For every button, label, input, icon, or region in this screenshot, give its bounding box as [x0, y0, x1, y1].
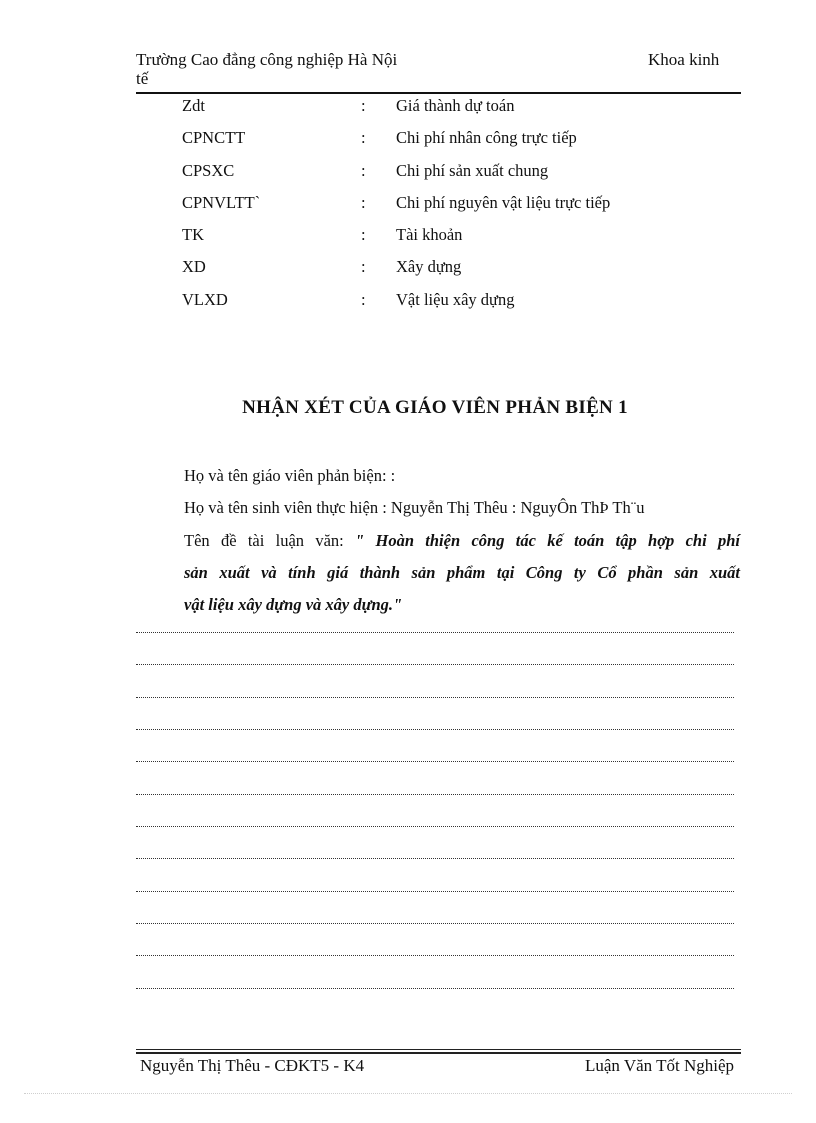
footer-divider-thick [136, 1052, 741, 1054]
thesis-title-line-2: sản xuất và tính giá thành sản phẩm tại Công ty Cổ phần sản xuất [184, 562, 740, 582]
abbreviation-definition: Giá thành dự toán [396, 96, 515, 115]
abbreviation-row [182, 193, 702, 225]
abbreviation-definition: Chi phí nhân công trực tiếp [396, 128, 577, 148]
abbreviation-term: CPSXC [182, 160, 235, 180]
header-faculty: Khoa kinh [648, 50, 720, 69]
thesis-title-line-3: vật liệu xây dựng và xây dựng." [184, 595, 403, 615]
comment-line [136, 923, 734, 955]
comment-line [136, 858, 734, 890]
abbreviation-row [182, 96, 702, 128]
abbreviation-term: TK [182, 225, 204, 245]
abbreviation-separator: : [361, 160, 366, 180]
abbreviation-row [182, 161, 702, 193]
abbreviation-definition: Chi phí nguyên vật liệu trực tiếp [396, 192, 611, 212]
header-school-name [136, 50, 456, 88]
abbreviation-separator: : [361, 192, 366, 212]
comment-line [136, 632, 734, 664]
abbreviation-row [182, 225, 702, 257]
abbreviation-term: CPNCTT [182, 128, 246, 148]
reviewer-name-line: Họ và tên giáo viên phản biện: : [184, 466, 396, 485]
header-school-line2: tế [136, 69, 149, 88]
comment-area [136, 632, 734, 1020]
footer-author: Nguyễn Thị Thêu - CĐKT5 - K4 [140, 1056, 365, 1075]
comment-line [136, 826, 734, 858]
abbreviation-term: VLXD [182, 289, 228, 309]
abbreviation-definition: Xây dựng [396, 257, 462, 277]
comment-line [136, 988, 734, 1020]
section-title: NHẬN XÉT CỦA GIÁO VIÊN PHẢN BIỆN 1 [242, 397, 628, 418]
abbreviation-separator: : [361, 257, 366, 277]
abbreviation-separator: : [361, 96, 366, 115]
abbreviation-term: CPNVLTT` [182, 192, 261, 212]
abbreviation-row [182, 128, 702, 160]
header-school-line1: Trường Cao đẳng công nghiệp Hà Nội [136, 50, 398, 69]
abbreviation-row [182, 257, 702, 289]
page-boundary [24, 1093, 792, 1094]
abbreviation-row [182, 290, 702, 322]
comment-line [136, 729, 734, 761]
thesis-title-part-1: " Hoàn thiện công tác kế toán tập hợp chi phí [355, 530, 740, 550]
abbreviation-list [182, 96, 702, 322]
comment-line [136, 697, 734, 729]
comment-line [136, 891, 734, 923]
comment-line [136, 794, 734, 826]
abbreviation-separator: : [361, 128, 366, 148]
footer-divider-thin [136, 1049, 741, 1050]
comment-line [136, 664, 734, 696]
thesis-title-line-1 [184, 525, 740, 557]
abbreviation-separator: : [361, 289, 366, 309]
abbreviation-separator: : [361, 225, 366, 245]
comment-line [136, 955, 734, 987]
abbreviation-definition: Chi phí sản xuất chung [396, 160, 549, 180]
abbreviation-term: Zdt [182, 96, 205, 115]
abbreviation-definition: Tài khoản [396, 225, 463, 245]
review-info [184, 460, 740, 621]
comment-line [136, 761, 734, 793]
footer-document-type: Luận Văn Tốt Nghiệp [584, 1056, 734, 1075]
header-divider [136, 92, 741, 94]
thesis-label: Tên đề tài luận văn: [184, 530, 356, 550]
abbreviation-definition: Vật liệu xây dựng [396, 289, 515, 309]
abbreviation-term: XD [182, 257, 206, 277]
student-name-line: Họ và tên sinh viên thực hiện : Nguyễn Thị Thêu : NguyÔn ThÞ Th¨u [184, 498, 645, 518]
